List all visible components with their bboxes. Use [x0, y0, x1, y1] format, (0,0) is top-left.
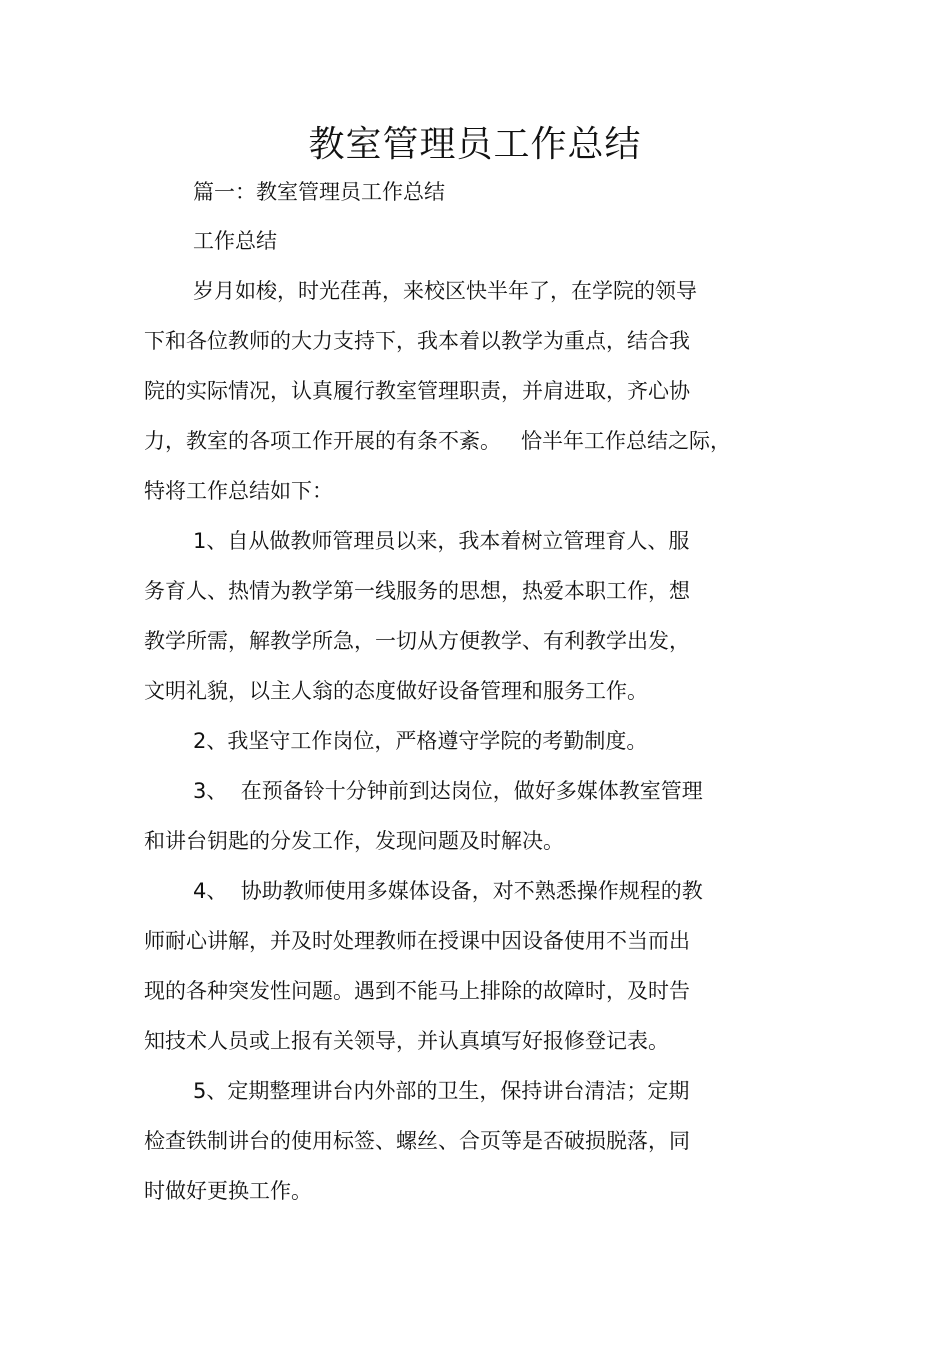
list-item-line: 知技术人员或上报有关领导，并认真填写好报修登记表。 — [144, 1029, 669, 1053]
list-item-line: 文明礼貌，以主人翁的态度做好设备管理和服务工作。 — [144, 679, 648, 703]
paragraph-line: 特将工作总结如下： — [144, 479, 333, 503]
section-heading: 篇一：教室管理员工作总结 — [193, 180, 445, 204]
list-item-line: 现的各种突发性问题。遇到不能马上排除的故障时，及时告 — [144, 979, 690, 1003]
list-item-line: 1、自从做教师管理员以来，我本着树立管理育人、服 — [193, 529, 690, 553]
list-item-line: 3、 在预备铃十分钟前到达岗位，做好多媒体教室管理 — [193, 779, 703, 803]
list-item-line: 和讲台钥匙的分发工作，发现问题及时解决。 — [144, 829, 564, 853]
list-item-line: 2、我坚守工作岗位，严格遵守学院的考勤制度。 — [193, 729, 648, 753]
list-item-line: 4、 协助教师使用多媒体设备，对不熟悉操作规程的教 — [193, 879, 703, 903]
paragraph-line: 力，教室的各项工作开展的有条不紊。 恰半年工作总结之际， — [144, 429, 732, 453]
paragraph-line: 下和各位教师的大力支持下，我本着以教学为重点，结合我 — [144, 329, 690, 353]
list-item-line: 时做好更换工作。 — [144, 1179, 312, 1203]
list-item-line: 师耐心讲解，并及时处理教师在授课中因设备使用不当而出 — [144, 929, 690, 953]
paragraph-line: 岁月如梭，时光荏苒，来校区快半年了，在学院的领导 — [193, 279, 697, 303]
sub-heading: 工作总结 — [193, 229, 277, 253]
list-item-line: 检查铁制讲台的使用标签、螺丝、合页等是否破损脱落，同 — [144, 1129, 690, 1153]
list-item-line: 教学所需，解教学所急，一切从方便教学、有利教学出发， — [144, 629, 690, 653]
paragraph-line: 院的实际情况，认真履行教室管理职责，并肩进取，齐心协 — [144, 379, 690, 403]
list-item-line: 务育人、热情为教学第一线服务的思想，热爱本职工作，想 — [144, 579, 690, 603]
list-item-line: 5、定期整理讲台内外部的卫生，保持讲台清洁；定期 — [193, 1079, 690, 1103]
document-title: 教室管理员工作总结 — [308, 124, 642, 165]
